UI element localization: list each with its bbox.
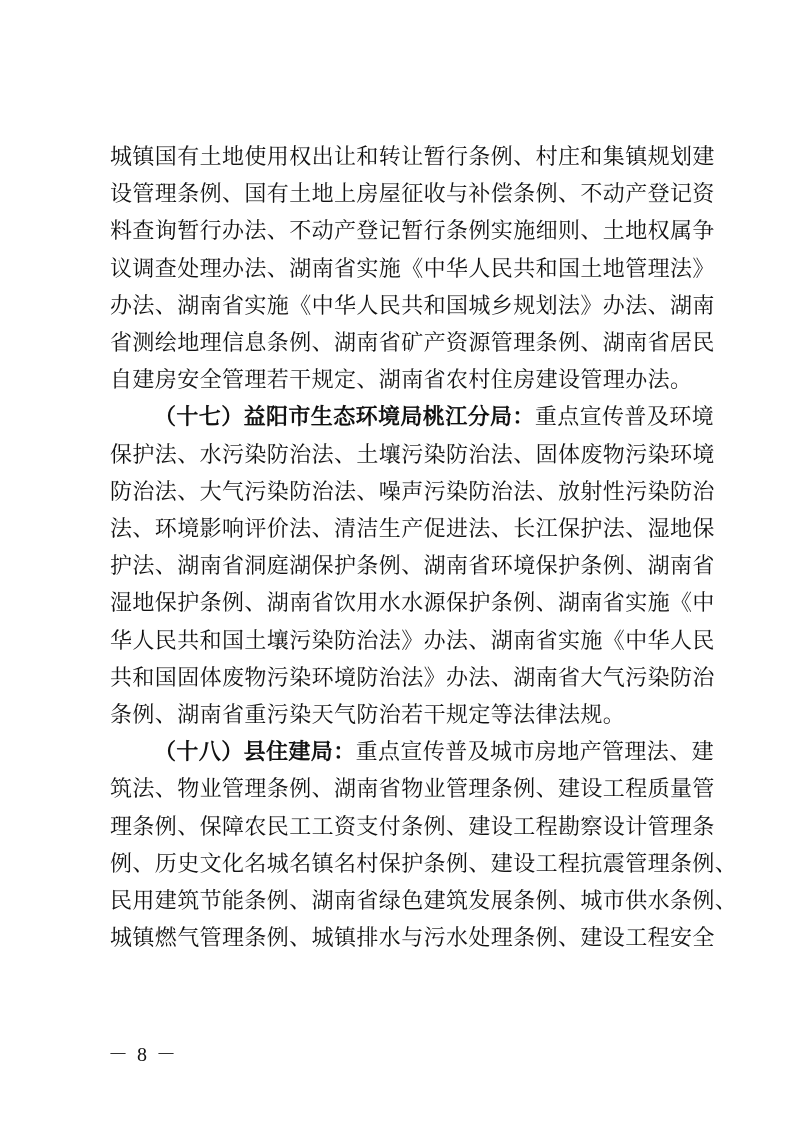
body-text-line: 华人民共和国土壤污染防治法》办法、湖南省实施《中华人民	[110, 628, 715, 654]
body-text-line: 料查询暂行办法、不动产登记暂行条例实施细则、土地权属争	[110, 219, 715, 245]
section-first-line	[154, 733, 715, 773]
body-text-line: 设管理条例、国有土地上房屋征收与补偿条例、不动产登记资	[110, 182, 715, 208]
body-text-line: 省测绘地理信息条例、湖南省矿产资源管理条例、湖南省居民	[110, 331, 715, 356]
section-first-line-text: 重点宣传普及环境	[534, 405, 715, 431]
section-heading-18: （十八）县住建局：	[154, 740, 356, 766]
body-text-line: 办法、湖南省实施《中华人民共和国城乡规划法》办法、湖南	[110, 293, 715, 319]
body-text-line: 自建房安全管理若干规定、湖南省农村住房建设管理办法。	[110, 368, 693, 394]
page-number: － 8 －	[108, 1044, 178, 1066]
body-text-line: 筑法、物业管理条例、湖南省物业管理条例、建设工程质量管	[110, 777, 715, 803]
body-text-line: 民用建筑节能条例、湖南省绿色建筑发展条例、城市供水条例、	[110, 889, 738, 914]
section-first-line-text: 重点宣传普及城市房地产管理法、建	[355, 740, 715, 766]
body-text-line: 例、历史文化名城名镇名村保护条例、建设工程抗震管理条例、	[110, 851, 738, 877]
body-text-line: 保护法、水污染防治法、土壤污染防治法、固体废物污染环境	[110, 442, 715, 468]
body-text-line: 条例、湖南省重污染天气防治若干规定等法律法规。	[110, 703, 626, 728]
body-text-line: 城镇燃气管理条例、城镇排水与污水处理条例、建设工程安全	[110, 926, 715, 952]
section-first-line	[154, 398, 715, 438]
body-text-line: 理条例、保障农民工工资支付条例、建设工程勘察设计管理条	[110, 814, 715, 840]
body-text-line: 湿地保护条例、湖南省饮用水水源保护条例、湖南省实施《中	[110, 591, 715, 617]
body-text-line: 共和国固体废物污染环境防治法》办法、湖南省大气污染防治	[110, 665, 715, 691]
body-text-line: 议调查处理办法、湖南省实施《中华人民共和国土地管理法》	[110, 256, 715, 282]
body-text-line: 护法、湖南省洞庭湖保护条例、湖南省环境保护条例、湖南省	[110, 554, 715, 580]
body-text-line: 城镇国有土地使用权出让和转让暂行条例、村庄和集镇规划建	[110, 145, 715, 170]
section-heading-17: （十七）益阳市生态环境局桃江分局：	[154, 405, 535, 431]
body-text-line: 法、环境影响评价法、清洁生产促进法、长江保护法、湿地保	[110, 517, 715, 542]
body-text-line: 防治法、大气污染防治法、噪声污染防治法、放射性污染防治	[110, 479, 715, 505]
